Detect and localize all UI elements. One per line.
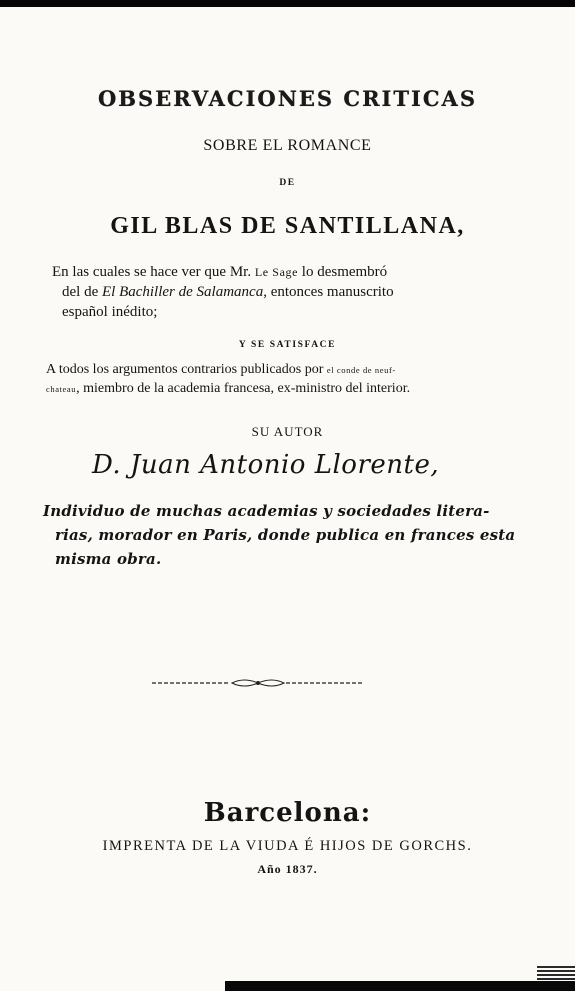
paragraph2-line2-text: , miembro de la academia francesa, ex-ministro del interior.	[76, 381, 411, 396]
author-name-le-sage: Le Sage	[254, 265, 299, 279]
paragraph1-line1	[52, 262, 387, 282]
author-description-line3: misma obra.	[55, 550, 162, 568]
conde-name-cont: chateau	[46, 384, 77, 394]
work-title: GIL BLAS DE SANTILLANA,	[110, 213, 465, 239]
author-description-line2: rias, morador en Paris, donde publica en frances esta	[55, 526, 516, 544]
paragraph2-line1-text: A todos los argumentos contrarios publicados por	[46, 362, 327, 377]
scan-edge-marks	[537, 966, 575, 980]
imprint-city: Barcelona:	[203, 798, 372, 828]
connector-de: DE	[279, 178, 296, 188]
paragraph1-line3: español inédito;	[62, 304, 158, 320]
paragraph1-line2-text: del de	[62, 284, 102, 300]
author-description-line1: Individuo de muchas academias y sociedades litera-	[43, 502, 490, 520]
paragraph1-line1-end: lo desmembró	[298, 264, 388, 280]
scan-edge-top	[0, 0, 575, 7]
conde-name: el conde de neuf-	[326, 365, 396, 375]
paragraph2-line2	[46, 379, 410, 399]
imprint-printer: IMPRENTA DE LA VIUDA É HIJOS DE GORCHS.	[102, 838, 473, 854]
scan-edge-bottom	[225, 981, 575, 991]
imprint-year: Año 1837.	[257, 862, 318, 876]
page-subtitle: SOBRE EL ROMANCE	[203, 137, 372, 154]
book-title-bachiller: El Bachiller de Salamanca	[101, 284, 264, 300]
page-title: OBSERVACIONES CRITICAS	[98, 86, 477, 111]
paragraph2-line1	[46, 360, 396, 380]
author-name: D. Juan Antonio Llorente,	[92, 450, 440, 480]
paragraph1-line2-end: , entonces manuscrito	[263, 284, 394, 300]
ornament-rule	[152, 676, 364, 690]
satisface-heading: Y SE SATISFACE	[238, 340, 337, 350]
paragraph1-line1-text: En las cuales se hace ver que Mr.	[52, 264, 255, 280]
paragraph1-line2	[62, 282, 394, 302]
su-autor-label: SU AUTOR	[251, 424, 324, 439]
